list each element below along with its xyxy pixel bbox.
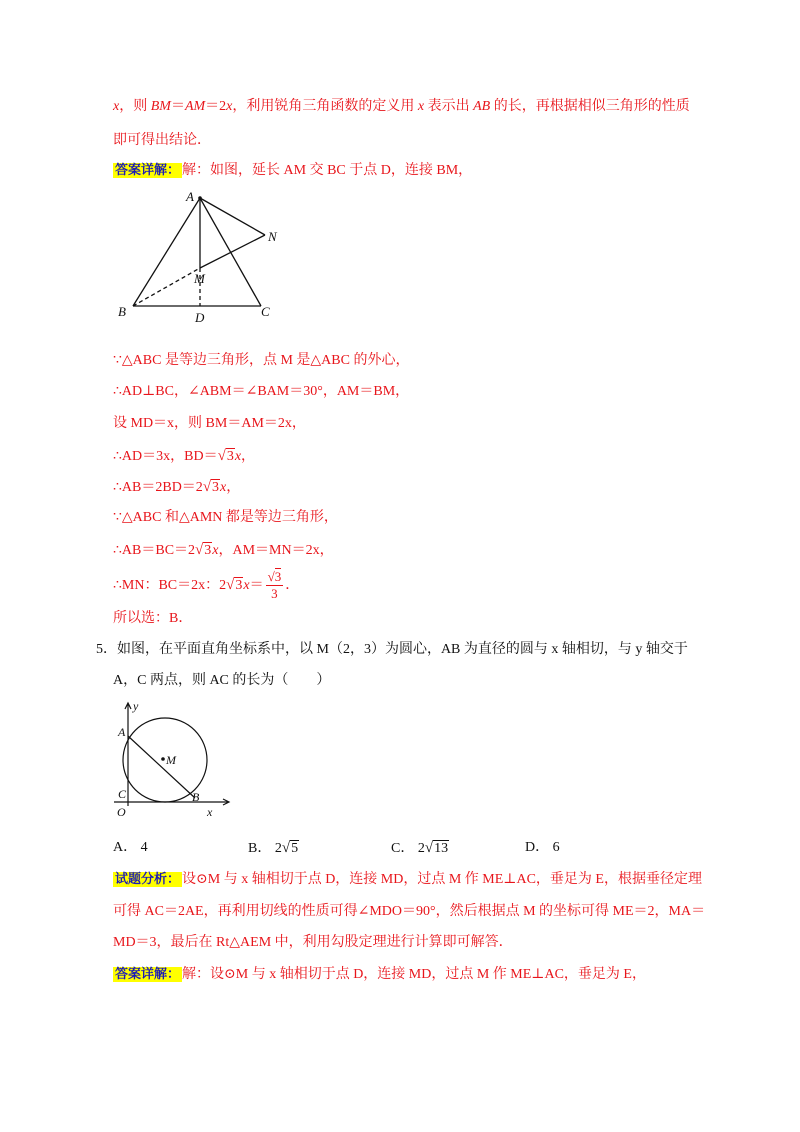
step-7: ∴AB＝BC＝2√3x，AM＝MN＝2x， (113, 542, 334, 558)
label-D: D (195, 310, 205, 323)
step-6: ∵△ABC 和△AMN 都是等边三角形， (113, 510, 338, 525)
answer-detail-tag: 答案详解： (115, 163, 181, 178)
option-b[interactable]: B． 2√5 (248, 840, 299, 856)
circle-figure (110, 698, 235, 823)
intro-line-1: x，则 BM＝AM＝2x，利用锐角三角函数的定义用 x 表示出 AB 的长，再根据相似三角形的性质 (113, 99, 690, 114)
label-y: y (133, 699, 139, 713)
step-4: ∴AD＝3x，BD＝√3x， (113, 448, 256, 464)
label-B: B (118, 304, 126, 319)
intro-line-2: 即可得出结论． (113, 133, 211, 148)
option-a[interactable]: A． 4 (113, 840, 148, 855)
question5-line-2: A，C 两点，则 AC 的长为（ ） (113, 673, 331, 688)
analysis5-line-2: 可得 AC＝2AE，再利用切线的性质可得∠MDO＝90°，然后根据点 M 的坐标可得 ME＝2，MA＝ (113, 904, 706, 919)
answer4-line: 答案详解： 解：如图，延长 AM 交 BC 于点 D，连接 BM， (115, 163, 473, 178)
label-C2: C (118, 787, 127, 801)
analysis-tag: 试题分析： (115, 872, 181, 887)
step-3: 设 MD＝x，则 BM＝AM＝2x， (113, 416, 306, 431)
label-B2: B (192, 790, 200, 804)
label-C: C (261, 304, 270, 319)
option-d[interactable]: D． 6 (525, 840, 560, 855)
label-x: x (207, 805, 213, 819)
label-M: M (194, 271, 205, 286)
label-M2: M (166, 753, 176, 767)
step-8: ∴MN：BC＝2x：2√3x＝ $\frac{√3}{3}$ ． (113, 569, 300, 602)
analysis5-line-3: MD＝3，最后在 Rt△AEM 中，利用勾股定理进行计算即可解答． (113, 935, 513, 950)
answer-detail-tag-2: 答案详解： (115, 967, 181, 982)
label-O: O (117, 805, 126, 819)
label-A: A (186, 189, 194, 204)
answer5-line: 答案详解： 解：设⊙M 与 x 轴相切于点 D，连接 MD，过点 M 作 ME⊥AC，垂足为 E， (115, 967, 646, 982)
step-1: ∵△ABC 是等边三角形，点 M 是△ABC 的外心， (113, 353, 410, 368)
question5-line-1: 5．如图，在平面直角坐标系中，以 M（2，3）为圆心，AB 为直径的圆与 x 轴相切，与 y 轴交于 (96, 642, 688, 657)
analysis5-line-1: 试题分析： 设⊙M 与 x 轴相切于点 D，连接 MD，过点 M 作 ME⊥AC，垂足为 E，根据垂径定理 (115, 872, 702, 887)
label-A2: A (118, 725, 126, 739)
option-c[interactable]: C． 2√13 (391, 840, 449, 856)
step-2: ∴AD⊥BC，∠ABM＝∠BAM＝30°，AM＝BM， (113, 384, 410, 399)
fraction: $\frac{√3}{3}$ (267, 569, 282, 602)
conclusion-4: 所以选：B． (113, 611, 193, 626)
triangle-figure (115, 188, 285, 323)
step-5: ∴AB＝2BD＝2√3x， (113, 479, 241, 495)
label-N: N (268, 229, 277, 244)
